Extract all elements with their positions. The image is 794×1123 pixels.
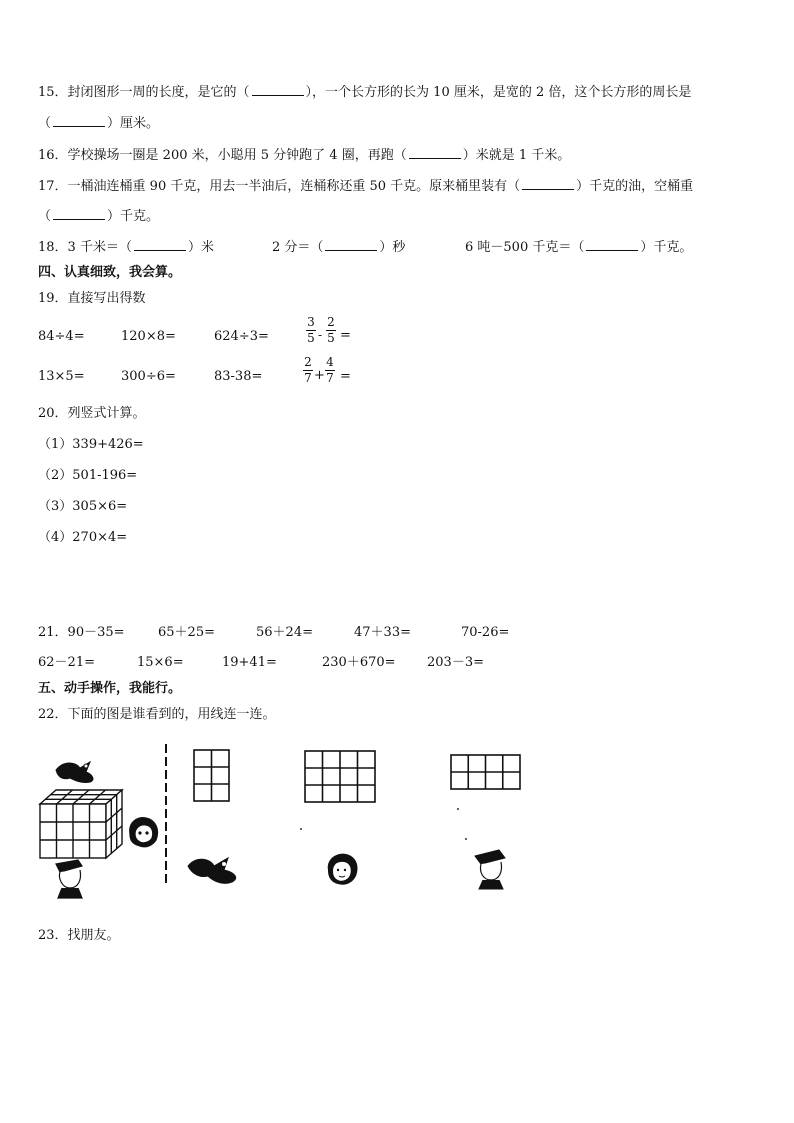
answer-blank[interactable] <box>522 178 574 190</box>
dashed-divider <box>163 744 169 886</box>
girl-face-icon <box>130 818 158 847</box>
answer-blank[interactable] <box>53 208 105 220</box>
stray-dot <box>457 808 459 810</box>
q20-item: （4）270×4= <box>38 530 128 545</box>
fraction: 2 7 <box>304 355 312 385</box>
stray-dot <box>300 828 302 830</box>
boy-with-hat-icon <box>56 860 82 898</box>
q21-calc: 203－3= <box>427 655 484 670</box>
q19-calc: 83-38= <box>214 369 263 384</box>
answer-blank[interactable] <box>409 147 461 159</box>
bird-icon <box>56 762 93 783</box>
minus-sign: - <box>318 328 323 342</box>
section-heading: 四、认真细致，我会算。 <box>38 265 182 280</box>
bird-icon <box>184 852 242 888</box>
q21-calc: 21．90－35= <box>38 625 125 640</box>
q20-item: （3）305×6= <box>38 499 128 514</box>
boy-with-hat-icon <box>471 848 509 890</box>
q21-calc: 19+41= <box>222 655 277 670</box>
q17-line2: （ ）千克。 <box>38 209 160 224</box>
q18-part1: 18．3 千米＝（ ）米 <box>38 240 214 255</box>
q22-title: 22．下面的图是谁看到的，用线连一连。 <box>38 707 276 722</box>
q17-line1: 17．一桶油连桶重 90 千克，用去一半油后，连桶称还重 50 千克。原来桶里装有（ ）千克的油，空桶重 <box>38 179 694 194</box>
answer-blank[interactable] <box>134 239 186 251</box>
q19-calc: 300÷6= <box>121 369 176 384</box>
answer-blank[interactable] <box>53 115 105 127</box>
q20-item: （2）501-196= <box>38 468 138 483</box>
view-grid-b <box>304 750 377 804</box>
q21-calc: 62－21= <box>38 655 95 670</box>
q20-item: （1）339+426= <box>38 437 144 452</box>
equals-sign: = <box>340 369 351 384</box>
answer-blank[interactable] <box>586 239 638 251</box>
stray-dot <box>465 838 467 840</box>
q21-calc: 230＋670= <box>322 655 396 670</box>
q19-calc: 624÷3= <box>214 329 269 344</box>
q16-line: 16．学校操场一圈是 200 米，小聪用 5 分钟跑了 4 圈，再跑（ ）米就是 1 千米。 <box>38 148 571 163</box>
answer-blank[interactable] <box>252 84 304 96</box>
q15-line2: （ ）厘米。 <box>38 116 160 131</box>
q21-calc: 65＋25= <box>158 625 215 640</box>
q19-calc: 13×5= <box>38 369 85 384</box>
q20-title: 20．列竖式计算。 <box>38 406 146 421</box>
q15-line1: 15．封闭图形一周的长度，是它的（ ），一个长方形的长为 10 厘米，是宽的 2 倍，这个长方形的周长是 <box>38 85 692 100</box>
fraction: 2 5 <box>327 315 335 345</box>
q18-part3: 6 吨－500 千克＝（ ）千克。 <box>465 240 693 255</box>
q19-calc: 120×8= <box>121 329 176 344</box>
fraction: 4 7 <box>326 355 334 385</box>
q21-calc: 15×6= <box>137 655 184 670</box>
q21-calc: 56＋24= <box>256 625 313 640</box>
q18-part2: 2 分＝（ ）秒 <box>272 240 406 255</box>
view-grid-c <box>450 754 522 791</box>
cube-stack <box>40 790 122 858</box>
equals-sign: = <box>340 328 351 343</box>
girl-face-icon <box>324 852 362 890</box>
q21-calc: 47＋33= <box>354 625 411 640</box>
answer-blank[interactable] <box>325 239 377 251</box>
cube-stack-figure <box>34 752 164 902</box>
q21-calc: 70-26= <box>461 625 510 640</box>
q19-calc: 84÷4= <box>38 329 85 344</box>
q23-title: 23．找朋友。 <box>38 928 120 943</box>
q19-title: 19．直接写出得数 <box>38 291 146 306</box>
plus-sign: + <box>314 368 325 383</box>
section-heading: 五、动手操作，我能行。 <box>38 681 182 696</box>
fraction: 3 5 <box>307 315 315 345</box>
view-grid-a <box>193 749 231 803</box>
